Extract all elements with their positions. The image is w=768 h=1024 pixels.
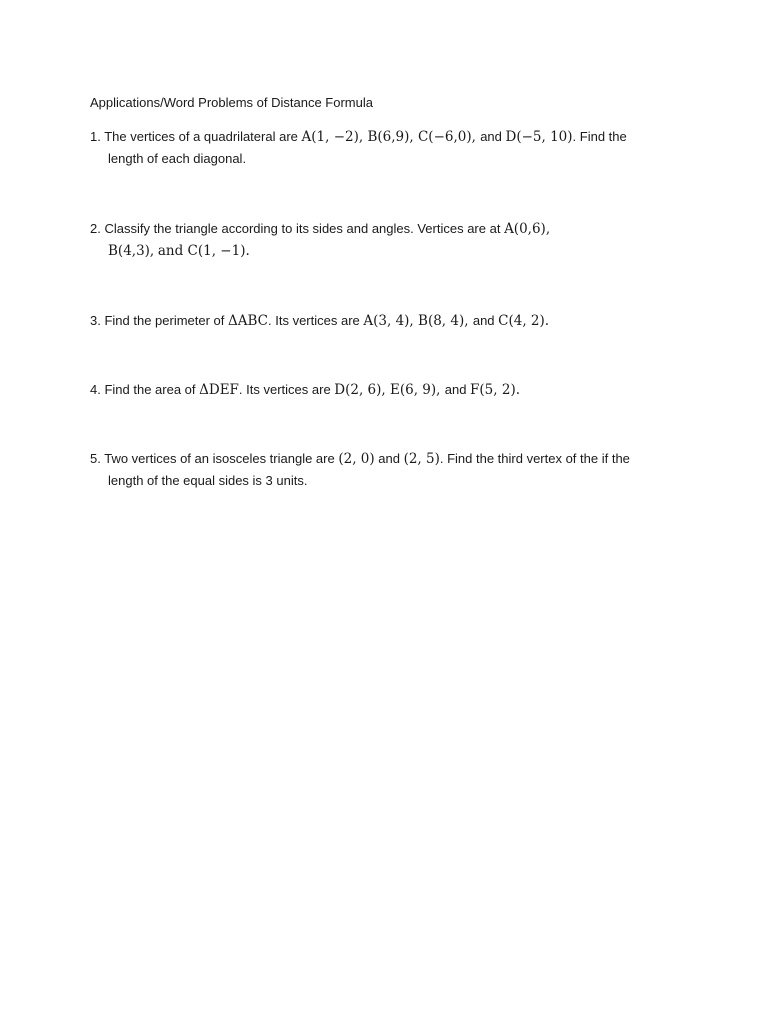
problem-3-line-1 <box>90 310 690 332</box>
triangle-abc: ΔABC <box>228 313 269 329</box>
problem-text: . Find the <box>572 129 627 144</box>
problem-4-line-1 <box>90 379 690 401</box>
problem-1-line-1 <box>90 126 690 148</box>
problem-2-line-1 <box>90 218 690 240</box>
problem-text: . Its vertices are <box>268 313 364 328</box>
point-c: C(−6,0), <box>417 129 481 145</box>
problem-text: . Find the third vertex of the if the <box>439 451 630 466</box>
triangle-def: ΔDEF <box>199 382 239 398</box>
problem-2-line-2 <box>90 240 690 262</box>
point-d: D(2, 6), <box>334 382 390 398</box>
problem-number: 5. <box>90 451 101 466</box>
problem-text: The vertices of a quadrilateral are <box>100 129 302 144</box>
point-b: B(6,9), <box>367 129 418 145</box>
problem-text: Find the area of <box>100 382 200 397</box>
document-title: Applications/Word Problems of Distance Formula <box>90 95 373 110</box>
problem-text: and <box>444 382 471 397</box>
problem-text: Two vertices of an isosceles triangle are <box>100 451 339 466</box>
problem-text: . Its vertices are <box>238 382 335 397</box>
problem-text: and <box>374 451 404 466</box>
point-a: A(3, 4), <box>363 313 419 329</box>
problem-text: Find the perimeter of <box>100 313 229 328</box>
problem-number: 4. <box>90 382 101 397</box>
point-e: E(6, 9), <box>390 382 445 398</box>
problem-number: 3. <box>90 313 101 328</box>
problem-1-line-2: length of each diagonal. <box>108 151 247 166</box>
vertex-2: (2, 5) <box>403 451 440 467</box>
and-word: and <box>157 243 188 259</box>
point-a: A(1, −2), <box>301 129 368 145</box>
problem-4 <box>90 379 690 401</box>
problem-2 <box>90 218 690 262</box>
problem-1 <box>90 126 690 170</box>
problem-3 <box>90 310 690 332</box>
point-c: C(1, −1). <box>187 243 250 259</box>
problem-number: 2. <box>90 221 101 236</box>
problem-text: and <box>472 313 499 328</box>
point-b: B(8, 4), <box>418 313 473 329</box>
problem-5-line-2: length of the equal sides is 3 units. <box>108 473 308 488</box>
problem-number: 1. <box>90 129 101 144</box>
problem-text: Classify the triangle according to its sides and angles. Vertices are at <box>100 221 505 236</box>
point-a: A(0,6), <box>504 221 551 237</box>
point-d: D(−5, 10) <box>505 129 573 145</box>
problem-5 <box>90 448 690 492</box>
problem-5-line-1 <box>90 448 690 470</box>
vertex-1: (2, 0) <box>338 451 375 467</box>
point-c: C(4, 2). <box>498 313 550 329</box>
point-f: F(5, 2). <box>470 382 520 398</box>
point-b: B(4,3), <box>108 243 155 259</box>
problem-text: and <box>480 129 506 144</box>
